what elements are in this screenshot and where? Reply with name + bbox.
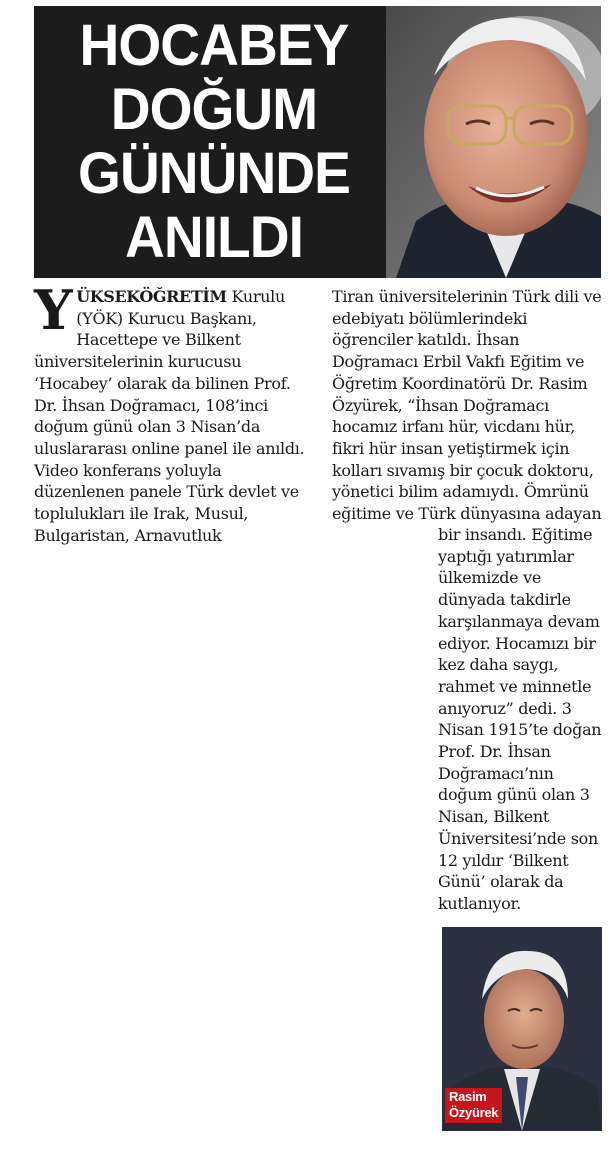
article-column-2: [332, 286, 602, 525]
article-column-1: [34, 278, 312, 546]
caption-line: Rasim: [449, 1089, 487, 1104]
body-text: bir insandı. Eğitime yaptığı yatırımlar ülkemizde ve dünyada takdirle karşılanmaya devam ediyor. Hocamızı bir kez daha saygı, rahmet ve minnetle anıyoruz” dedi. 3 Nisan 1915’te doğan Prof. Dr. İhsan Doğramacı’nın doğum günü olan 3 Nisan, Bilkent Üniversitesi’nde son 12 yıldır ‘Bilkent Günü’ olarak da kutlanıyor.: [438, 525, 602, 913]
headline-line: HOCABEY: [79, 13, 349, 78]
headline-line: DOĞUM: [110, 77, 318, 142]
headline-line: ANILDI: [125, 205, 303, 270]
portrait-photo: [386, 6, 601, 278]
headline: [47, 14, 381, 270]
article-column-3: [438, 524, 602, 915]
article-header: [34, 6, 601, 278]
drop-cap: Y: [34, 278, 73, 342]
body-text: Kurulu (YÖK) Kurucu Başkanı, Hacettepe ve Bilkent üniversitelerinin kurucusu ‘Hocabey’ olarak da bilinen Prof. Dr. İhsan Doğramacı, 108’inci doğum günü olan 3 Nisan’da uluslararası online panel ile anıldı. Video konferans yoluyla düzenlenen panele Türk devlet ve toplulukları ile Irak, Musul, Bulgaristan, Arnavutluk: [34, 287, 305, 545]
lead-word: ÜKSEKÖĞRETİM: [76, 287, 227, 306]
body-text: Tiran üniversitelerinin Türk dili ve edebiyatı bölümlerindeki öğrenciler katıldı. İhsan Doğramacı Erbil Vakfı Eğitim ve Öğretim Koordinatörü Dr. Rasim Özyürek, “İhsan Doğramacı hocamız irfanı hür, vicdanı hür, fikri hür insan yetiştirmek için kolları sıvamış bir çocuk doktoru, yönetici bilim adamıydı. Ömrünü eğitime ve Türk dünyasına adayan: [332, 287, 602, 524]
caption-line: Özyürek: [449, 1105, 499, 1120]
photo-caption: [445, 1088, 502, 1123]
headline-line: GÜNÜNDE: [78, 141, 350, 206]
